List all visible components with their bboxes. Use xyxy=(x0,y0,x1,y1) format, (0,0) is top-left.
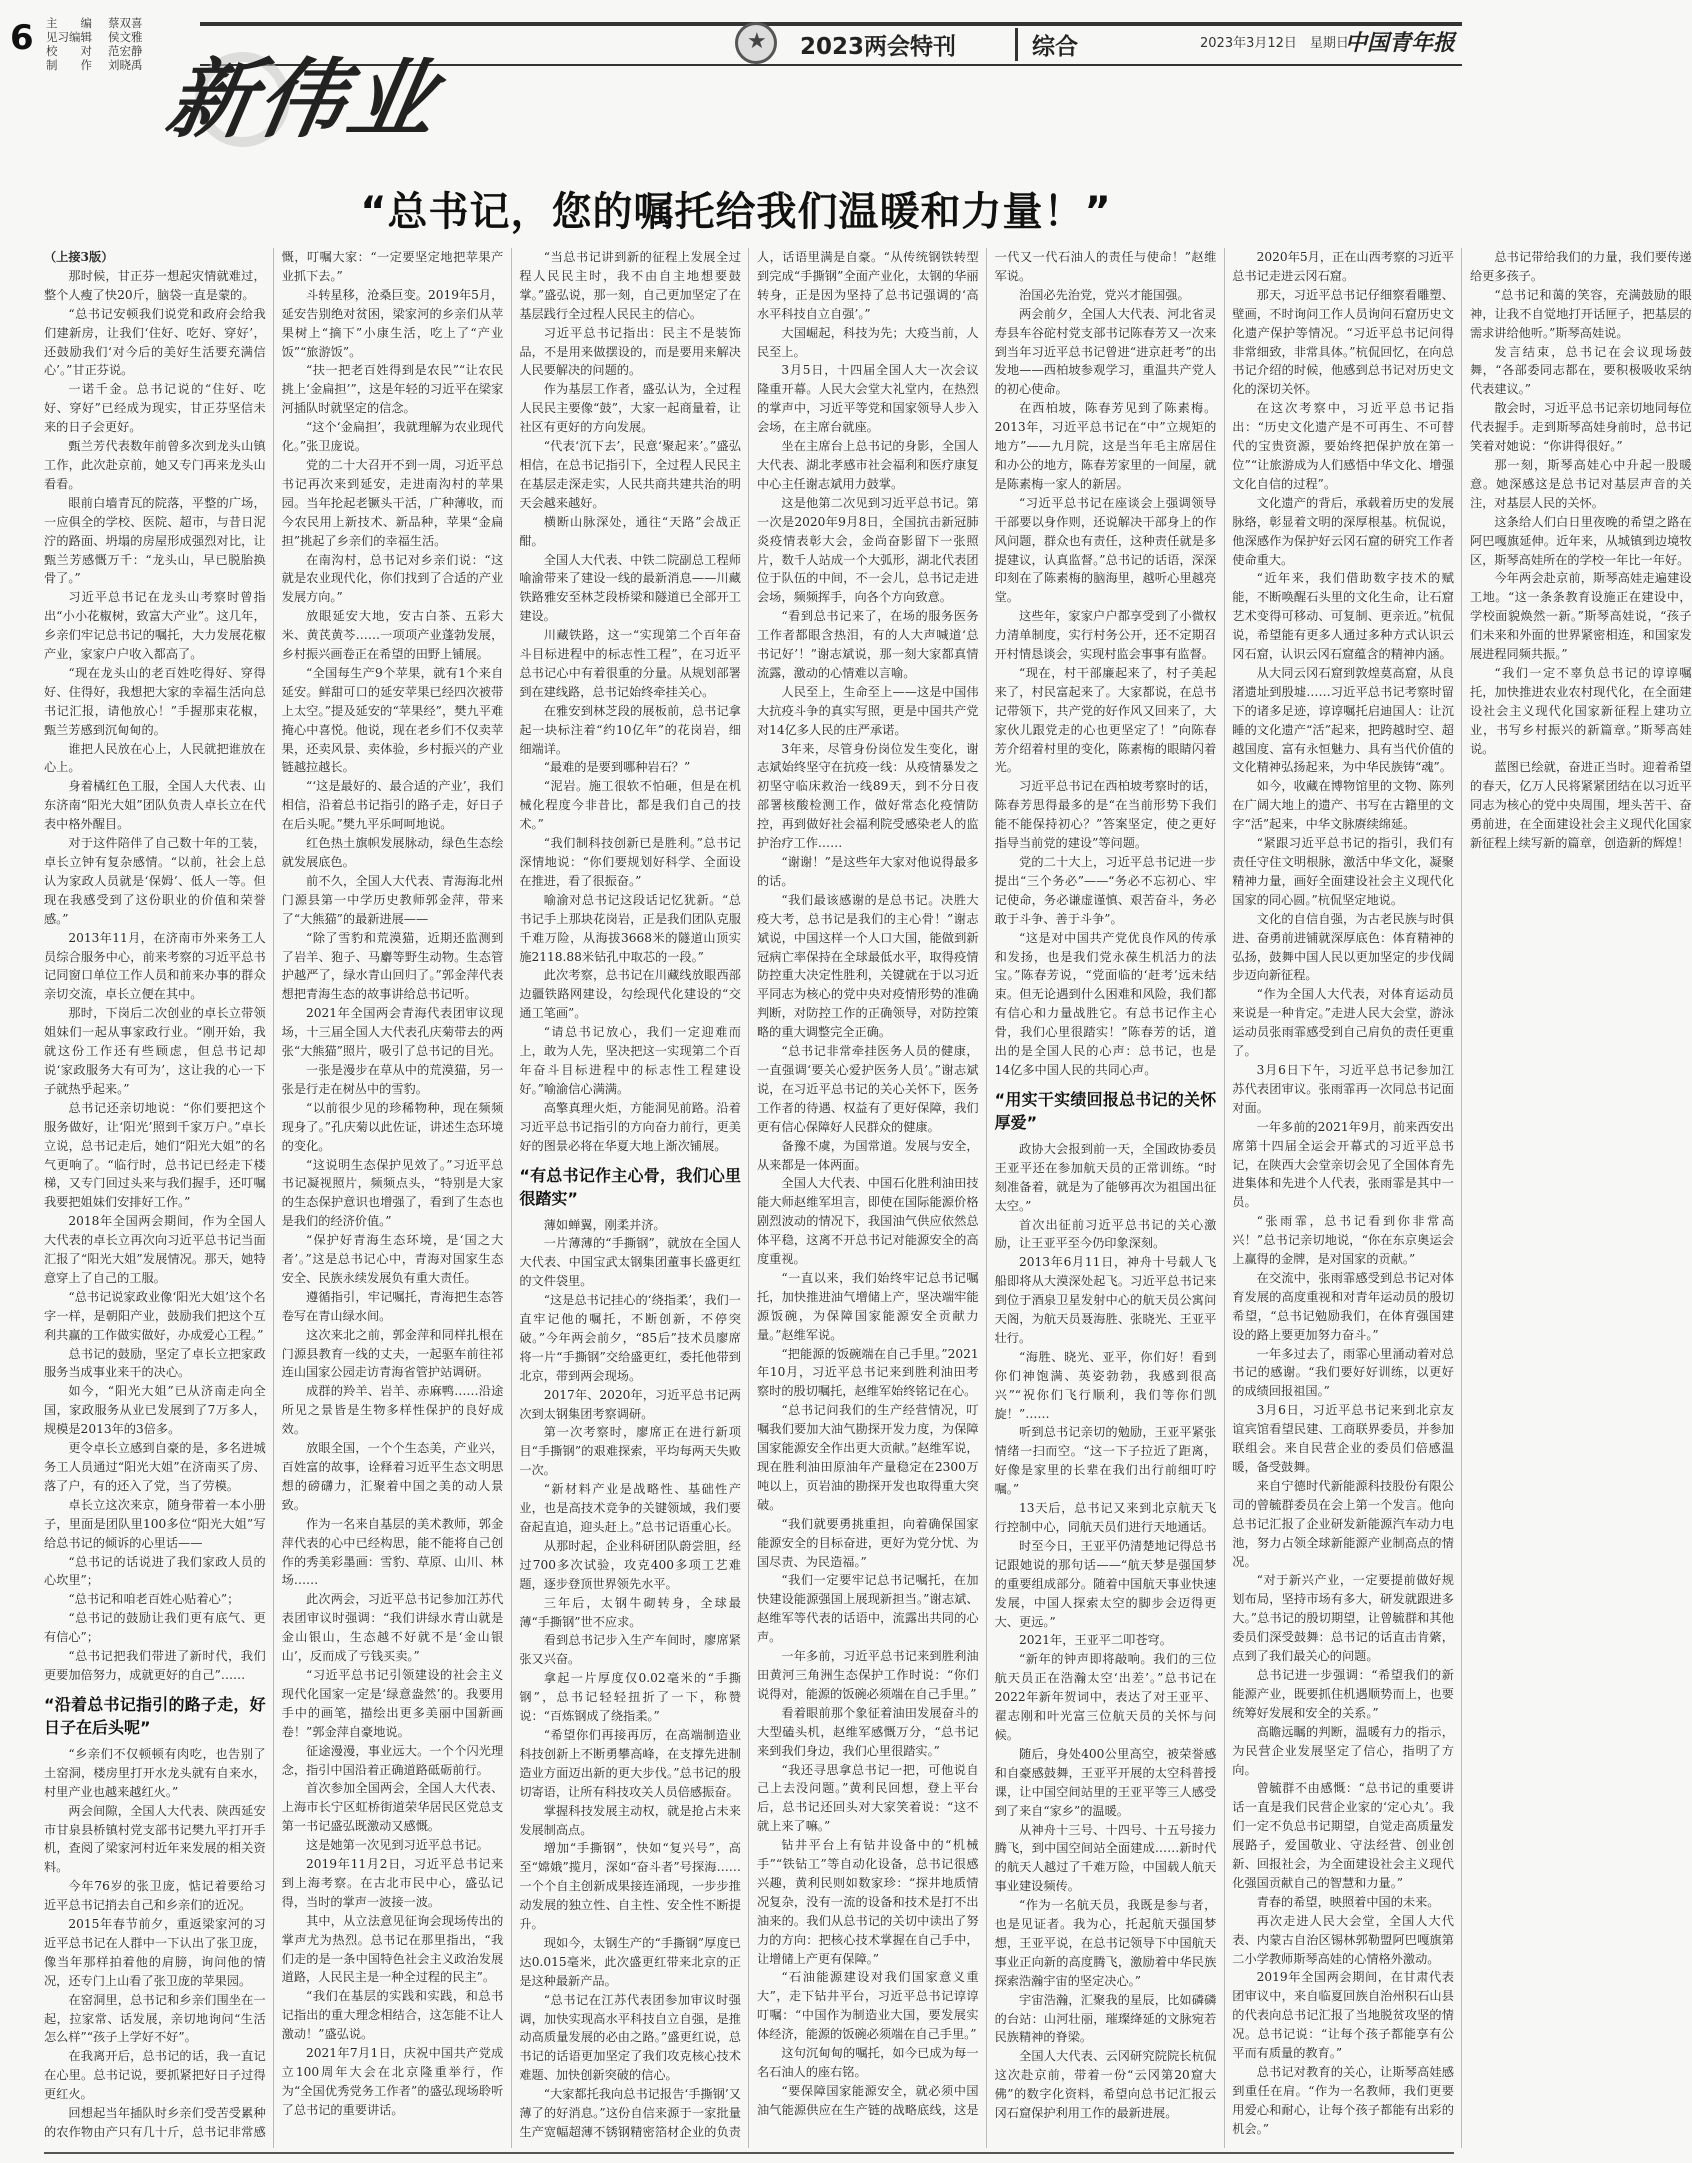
paragraph: 来自宁德时代新能源科技股份有限公司的曾毓群委员在会上第一个发言。他向总书记汇报了企业研发新能源汽车动力电池，努力占领全球新能源产业制高点的情况。 xyxy=(1232,1478,1454,1569)
paragraph: 拿起一片厚度仅0.02毫米的“手撕钢”，总书记轻轻扭折了一下，称赞说：“百炼钢成了绕指柔。” xyxy=(519,1671,741,1724)
paragraph: “以前很少见的珍稀物种，现在频频现身了。”孔庆菊以此佐证，讲述生态环境的变化。 xyxy=(281,1100,504,1153)
credit-role: 制 作 xyxy=(46,58,92,72)
paragraph: “新材料产业是战略性、基础性产业，也是高技术竞争的关键领域，我们要奋起直追，迎头赶上。”总书记语重心长。 xyxy=(519,1482,741,1534)
dateline: 2023年3月12日 星期日 xyxy=(1200,36,1349,51)
credit-role: 见习编辑 xyxy=(46,30,92,44)
paragraph: “现在，村干部廉起来了，村子美起来了，村民富起来了。大家都说，在总书记带领下，共产党的好作风又回来了，大家伙儿跟党走的心也更坚定了！”向陈春芳介绍着村里的变化，陈素梅的眼睛闪着光。 xyxy=(994,665,1217,775)
paragraph: 总书记对教育的关心，让斯琴高娃感到重任在肩。“作为一名教师，我们更要用爱心和耐心，让每个孩子都能有出彩的机会。” xyxy=(1232,2065,1454,2136)
paragraph: “总书记的鼓励让我们更有底气、更有信心”； xyxy=(44,1611,266,1645)
paragraph: 此次考察，总书记在川藏线放眼西部边疆铁路网建设，勾绘现代化建设的“交通工笔画”。 xyxy=(519,968,741,1021)
paragraph: “请总书记放心，我们一定迎难而上，敢为人先，坚决把这一实现第二个百年奋斗目标进程中的标志性工程建设好。”喻渝信心满满。 xyxy=(519,1025,741,1096)
paragraph: 其中，从立法意见征询会现场传出的掌声尤为热烈。总书记在那里指出，“我们走的是一条中国特色社会主义政治发展道路，人民民主是一种全过程的民主”。 xyxy=(281,1913,504,1985)
paragraph: “一直以来，我们始终牢记总书记嘱托，加快推进油气增储上产，坚决端牢能源饭碗，为保障国家能源安全贡献力量。”赵维军说。 xyxy=(756,1270,979,1342)
paragraph: 高瞻远瞩的判断，温暖有力的指示，为民营企业发展坚定了信心，指明了方向。 xyxy=(1232,1724,1454,1777)
paragraph: “总书记在江苏代表团参加审议时强调，加快实现高水平科技自立自强，是推动高质量发展的必由之路。”盛更红说，总书记的话语更加坚定了我们攻克核心技术难题、加快创新突破的信心。 xyxy=(519,1992,741,2083)
paragraph: 党的二十大召开不到一周，习近平总书记再次来到延安，走进南沟村的苹果园。当年抡起老镢头干活，广种薄收，而今农民用上新技术、新品种，苹果“金扁担”挑起了乡亲们的幸福生活。 xyxy=(281,457,504,548)
paragraph: 宇宙浩瀚，汇聚我的星辰，比如磷磷的台站：山河壮丽，璀璨绛延的文脉宛若民族精神的脊梁。 xyxy=(994,1992,1217,2045)
paragraph: “我们在基层的实践和实践，和总书记指出的重大理念相结合，这怎能不让人激动！”盛弘说。 xyxy=(281,1989,504,2042)
article-body xyxy=(44,248,1692,2148)
credit-role: 校 对 xyxy=(46,44,92,58)
paragraph: 13天后，总书记又来到北京航天飞行控制中心，同航天员们进行天地通话。 xyxy=(994,1501,1217,1534)
paragraph: 这是她第一次见到习近平总书记。 xyxy=(306,1838,489,1853)
paragraph: 从那时起，企业科研团队蔚尝胆，经过700多次试验，攻克400多项工艺难题，逐步登顶世界领先水平。 xyxy=(519,1538,741,1591)
paragraph: 习近平总书记在西柏坡考察时的话，陈春芳思得最多的是“在当前形势下我们能不能保持初心？”答案坚定，使之更好指导当前党的建设”等问题。 xyxy=(994,779,1217,851)
credit-role: 主 编 xyxy=(46,16,92,30)
paragraph: 首次出征前习近平总书记的关心激励，让王亚平至今仍印象深刻。 xyxy=(994,1217,1217,1251)
paragraph: 看到总书记步入生产车间时，廖席紧张又兴奋。 xyxy=(519,1633,741,1667)
emblem-icon xyxy=(735,22,777,64)
column-logo: 新伟业 xyxy=(159,49,448,150)
credit-row xyxy=(46,30,196,44)
paragraph: 薄如蝉翼，刚柔并济。 xyxy=(543,1217,666,1232)
paragraph: 再次走进人民大会堂，全国人大代表、内蒙古自治区锡林郭勒盟阿巴嘎旗第二小学教师斯琴高娃的心情格外激动。 xyxy=(1232,1913,1454,1966)
paragraph: “当总书记讲到新的征程上发展全过程人民民主时，我不由自主地想要鼓掌。”盛弘说，那一刻，自己更加坚定了在基层践行全过程人民民主的信心。 xyxy=(519,250,741,321)
paragraph: “我们一定不辜负总书记的谆谆嘱托，加快推进农业农村现代化，在全面建设社会主义现代化国家新征程上建功立业，书写乡村振兴的新篇章。”斯琴高娃说。 xyxy=(1469,665,1692,756)
paragraph: 全国人大代表、中国石化胜利油田技能大师赵维军坦言，即使在国际能源价格剧烈波动的情况下，我国油气供应依然总体平稳，这离不开总书记对能源安全的高度重视。 xyxy=(756,1176,979,1267)
paragraph: 一年多过去了，雨霏心里涌动着对总书记的感谢。“我们要好好训练，以更好的成绩回报祖国。” xyxy=(1232,1346,1454,1399)
paragraph: “大家都托我向总书记报告‘手撕钢’又薄了的好消息。”这份自信来源于一家批量生产宽幅超薄不锈钢精密箔材企业的负责人，话语里满是自豪。“从传统钢铁转型到完成“手撕钢”全面产业化，太钢的华丽转身，正是因为坚持了总书记强调的‘高水平科技自立自强’。” xyxy=(519,250,979,2139)
paragraph: “谢谢！”是这些年大家对他说得最多的话。 xyxy=(756,855,979,888)
paragraph: 卓长立这次来京，随身带着一本小册子，里面是团队里100多位“阳光大姐”写给总书记的倾诉的心里话—— xyxy=(44,1497,266,1550)
paragraph: 青春的希望，映照着中国的未来。 xyxy=(1256,1894,1440,1909)
paragraph: 坐在主席台上总书记的身影，全国人大代表、湖北孝感市社会福利和医疗康复中心主任谢志斌用力鼓掌。 xyxy=(756,439,979,491)
credit-name: 蔡双喜 xyxy=(108,16,143,30)
paragraph: 那天，习近平总书记仔细察看雕塑、壁画，不时询问工作人员询问石窟历史文化遗产保护等情况。“习近平总书记问得非常细致，非常具体。”杭侃回忆，在向总书记介绍的时候，他感到总书记对历史文化的深切关怀。 xyxy=(1232,287,1454,397)
paragraph: 增加“手撕钢”，快如“复兴号”，高至“嫦娥”揽月，深如“奋斗者”号探海……一个个自主创新成果接连涌现，一步步推动发展的独立性、自主性、安全性不断提升。 xyxy=(519,1841,741,1932)
paragraph: “泥岩。施工很软不怕砸，但是在机械化程度今非昔比，都是我们自己的技术。” xyxy=(519,779,741,832)
paragraph: 3年来，尽管身份岗位发生变化，谢志斌始终坚守在抗疫一线：从疫情暴发之初坚守临床救治一线89天，到不分日夜部署核酸检测工作，做好常态化疫情防控，再到做好社会福利院受感染老人的监护治疗工作…… xyxy=(756,741,979,851)
paragraph: 总书记进一步强调：“希望我们的新能源产业，既要抓住机遇顺势而上，也要统筹好发展和安全的关系。” xyxy=(1232,1667,1454,1720)
paragraph: 2013年6月11日，神舟十号载人飞船即将从大漠深处起飞。习近平总书记来到位于酒泉卫星发射中心的航天员公寓问天阁，为航天员聂海胜、张晓光、王亚平壮行。 xyxy=(994,1255,1217,1345)
paragraph: 那时候，甘正芬一想起灾情就难过，整个人瘦了快20斤，脑袋一直是蒙的。 xyxy=(44,268,266,302)
paragraph: 作为基层工作者，盛弘认为，全过程人民民主要像“鼓”，大家一起商量着，让社区有更好的方向发展。 xyxy=(519,382,741,435)
paragraph: 2013年11月，在济南市外来务工人员综合服务中心，前来考察的习近平总书记同窗口单位工作人员和前来办事的群众亲切交流，卓长立便在其中。 xyxy=(44,930,266,1002)
paragraph: 回想起当年插队时乡亲们受苦受累种的农作物由产只有几十斤，总书记非常感慨，叮嘱大家：“一定要坚定地把苹果产业抓下去。” xyxy=(44,250,504,2139)
paragraph: “我们就要勇挑重担，向着确保国家能源安全的目标奋进，更好为党分忧、为国尽责、为民造福。” xyxy=(756,1516,979,1569)
paragraph: “看到总书记来了，在场的服务医务工作者都眼含热泪，有的人大声喊道‘总书记好’！”谢志斌说，那一刻大家都真情流露，激动的心情难以言喻。 xyxy=(756,609,979,680)
paragraph: 蓝图已绘就，奋进正当时。迎着希望的春天，亿万人民将紧紧团结在以习近平同志为核心的党中央周围，埋头苦干、奋勇前进，在全面建设社会主义现代化国家新征程上续写新的篇章，创造新的辉煌！ xyxy=(1469,760,1692,851)
paragraph: 习近平总书记在龙头山考察时曾指出“小小花椒树，致富大产业”。这几年，乡亲们牢记总书记的嘱托，大力发展花椒产业，家家户户收入都高了。 xyxy=(44,590,266,662)
paragraph: 第一次考察时，廖席正在进行新项目“手撕钢”的艰难探索，平均每两天失败一次。 xyxy=(519,1425,741,1478)
paragraph: 一年多前，习近平总书记来到胜利油田黄河三角洲生态保护工作时说：“你们说得对，能源的饭碗必须端在自己手里。” xyxy=(756,1649,979,1701)
paragraph: 一张是漫步在草从中的荒漠猫，另一张是行走在树丛中的雪豹。 xyxy=(281,1062,504,1096)
paragraph: 总书记的鼓励，坚定了卓长立把家政服务当成事业来干的决心。 xyxy=(44,1346,266,1380)
paragraph: 在西柏坡，陈春芳见到了陈素梅。2013年，习近平总书记在“中”立规矩的地方”——九月院，这是当年毛主席居住和办公的地方，陈春芳家里的一间屋，就是陈素梅一家人的新居。 xyxy=(994,401,1217,491)
paragraph: 在南沟村，总书记对乡亲们说：“这就是农业现代化，你们找到了合适的产业发展方向。” xyxy=(281,552,504,605)
paragraph: 身着橘红色工服，全国人大代表、山东济南“阳光大姐”团队负责人卓长立在代表中格外醒目。 xyxy=(44,779,266,832)
paragraph: 一年多前的2021年9月，前来西安出席第十四届全运会开幕式的习近平总书记，在陕西大会堂亲切会见了全国体育先进集体和先进个人代表，张雨霏是其中一员。 xyxy=(1232,1119,1454,1210)
paragraph: 在雅安到林芝段的展板前，总书记拿起一块标注着“约10亿年”的花岗岩，细细端详。 xyxy=(519,703,741,756)
article-headline: “总书记，您的嘱托给我们温暖和力量！” xyxy=(360,189,1112,235)
paragraph: “作为一名航天员，我既是参与者，也是见证者。我为心，托起航天强国梦想，王亚平说，在总书记领导下中国航天事业正向新的高度腾飞，激励着中华民族探索浩瀚宇宙的坚定决心。” xyxy=(994,1898,1217,1988)
paragraph: “我们最该感谢的是总书记。决胜大疫大考，总书记是我们的主心骨！”谢志斌说，中国这样一个人口大国，能做到新冠病亡率保持在全球最低水平，取得疫情防控重大决定性胜利，关键就在于以习近平同志为核心的党中央对疫情形势的准确判断，对防控工作的正确领导，对防控策略的重大调整完全正确。 xyxy=(756,892,979,1040)
paragraph: 那一刻，斯琴高娃心中升起一股暖意。她深感这是总书记对基层声音的关注，对基层人民的关怀。 xyxy=(1469,457,1692,510)
paragraph: “扶一把老百姓得到是农民”“让农民挑上‘金扁担’”，这是年轻的习近平在梁家河插队时就坚定的信念。 xyxy=(281,363,504,416)
credit-name: 范宏静 xyxy=(108,44,143,58)
paragraph: “总书记和蔼的笑容，充满鼓励的眼神，让我不自觉地打开话匣子，把基层的需求讲给他听。”斯琴高娃说。 xyxy=(1469,287,1692,340)
paragraph: “这是对中国共产党优良作风的传承和发扬，也是我们党永葆生机活力的法宝。”陈春芳说，“党面临的‘赶考’远未结束。但无论遇到什么困难和风险，我们都有信心和力量战胜它。有总书记作主心骨，我们心里很踏实！”陈春芳的话，道出的是全国人民的心声：总书记，也是14亿多中国人民的共同心声。 xyxy=(994,930,1217,1077)
paragraph: 全国人大代表、云冈研究院院长杭侃这次赴京前，带着一份“云冈第20窟大佛”的数字化资料，希望向总书记汇报云冈石窟保护利用工作的最新进展。 xyxy=(994,2049,1217,2121)
section-subheading: “有总书记作主心骨，我们心里很踏实” xyxy=(519,1165,741,1208)
paragraph: 散会时，习近平总书记亲切地同每位代表握手。走到斯琴高娃身前时，总书记笑着对她说：“你讲得很好。” xyxy=(1469,401,1692,454)
paragraph: 这句沉甸甸的嘱托，如今已成为每一名石油人的座右铭。 xyxy=(756,2046,979,2079)
paragraph: “作为全国人大代表，对体育运动员来说是一种肯定。”走进人民大会堂，游泳运动员张雨霏感受到自己肩负的责任更重了。 xyxy=(1232,987,1454,1059)
paragraph: 2019年全国两会期间，在甘肃代表团审议中，来自临夏回族自治州积石山县的代表向总书记汇报了当地脱贫攻坚的情况。总书记说：“让每个孩子都能享有公平而有质量的教育。” xyxy=(1232,1970,1454,2061)
paragraph: “张雨霏，总书记看到你非常高兴！”总书记亲切地说，“你在东京奥运会上赢得的金牌，是对国家的贡献。” xyxy=(1232,1214,1454,1267)
paragraph: “代表‘沉下去’，民意‘聚起来’。”盛弘相信，在总书记指引下，全过程人民民主在基层走深走实，人民共商共建共治的明天会越来越好。 xyxy=(519,439,741,510)
paragraph: 发言结束，总书记在会议现场鼓舞，“各部委同志都在，要积极吸收采纳代表建议。” xyxy=(1469,344,1692,397)
paragraph: “要保障国家能源安全，就必须中国油气能源供应在生产链的战略底线，这是一代又一代石油人的责任与使命！”赵维军说。 xyxy=(756,250,1217,2117)
paragraph: 2020年5月，正在山西考察的习近平总书记走进云冈石窟。 xyxy=(1232,250,1454,283)
paragraph: 党的二十大上，习近平总书记进一步提出“三个务必”——“务必不忘初心、牢记使命，务必谦虚谨慎、艰苦奋斗，务必敢于斗争、善于斗争”。 xyxy=(994,855,1217,926)
credit-name: 侯文雅 xyxy=(108,30,143,44)
paragraph: 此次两会，习近平总书记参加江苏代表团审议时强调：“我们讲绿水青山就是金山银山，生态越不好就不是‘金山银山’，反而成了亏钱买卖。” xyxy=(281,1592,504,1664)
paragraph: 首次参加全国两会，全国人大代表、上海市长宁区虹桥街道荣华居民区党总支第一书记盛弘既激动又感慨。 xyxy=(281,1781,504,1834)
paragraph: 2021年全国两会青海代表团审议现场，十三届全国人大代表孔庆菊带去的两张“大熊猫”照片，吸引了总书记的目光。 xyxy=(281,1006,504,1059)
paragraph: 这次来北之前，郭金萍和同样扎根在门源县教育一线的丈夫，一起驱车前往祁连山国家公园走访青海省管护站调研。 xyxy=(281,1327,504,1380)
paragraph: 2015年春节前夕，重返梁家河的习近平总书记在人群中一下认出了张卫庞，像当年那样拍着他的肩膀，询问他的情况，还专门上山看了张卫庞的苹果园。 xyxy=(44,1917,266,1988)
paragraph: 红色热土旗帜发展脉动，绿色生态绘就发展底色。 xyxy=(281,836,504,869)
paragraph: 今年两会赴京前，斯琴高娃走遍建设工地。“这一条条教育设施正在建设中，学校面貌焕然一新。”斯琴高娃说，“孩子们未来和外面的世界紧密相连，和国家发展进程同频共振。” xyxy=(1469,571,1692,662)
paragraph: 放眼全国，一个个生态美，产业兴，百姓富的故事，诠释着习近平生态文明思想的磅礴力，汇聚着中国之美的动人景致。 xyxy=(281,1441,504,1512)
paragraph: 时至今日，王亚平仍清楚地记得总书记跟她说的那句话——“航天梦是强国梦的重要组成部分。随着中国航天事业快速发展，中国人探索太空的脚步会迈得更大、更远。” xyxy=(994,1538,1217,1629)
paragraph: “现在龙头山的老百姓吃得好、穿得好、住得好，我想把大家的幸福生活向总书记汇报，请他放心！”手握那束花椒，甄兰芳感到沉甸甸的。 xyxy=(44,665,266,737)
paragraph: “我还寻思拿总书记一把，可他说自己上去没问题。”黄利民回想，登上平台后，总书记还回头对大家笑着说：“这不就上来了嘛。” xyxy=(756,1762,979,1834)
paragraph: 总书记还亲切地说：“你们要把这个服务做好，让‘阳光’照到千家万户。”卓长立说，总书记走后，她们“阳光大姐”的名气更响了。“临行时，总书记已经走下楼梯，又专门回过头来与我们握手，还叮嘱我要把姐妹们安排好工作。” xyxy=(44,1100,266,1210)
paragraph: “习近平总书记引领建设的社会主义现代化国家一定是‘绿意盎然’的。我要用手中的画笔，描绘出更多美丽中国新画卷！”郭金萍自豪地说。 xyxy=(281,1667,504,1739)
paragraph: 全国人大代表、中铁二院副总工程师喻渝带来了建设一线的最新消息——川藏铁路雅安至林芝段桥梁和隧道已全部开工建设。 xyxy=(519,552,741,624)
paragraph: 这是他第二次见到习近平总书记。第一次是2020年9月8日，全国抗击新冠肺炎疫情表彰大会，金尚奋影留下一张照片，数千人站成一个大弧形，湖北代表团位于队伍的中间，不一会儿，总书记走进会场，频频挥手，向各个方向致意。 xyxy=(756,495,979,605)
paragraph: 文化的自信自强，为古老民族与时俱进、奋勇前进铺就深厚底色：体育精神的弘扬，鼓舞中国人民以更加坚定的步伐阔步迈向新征程。 xyxy=(1232,911,1454,983)
paragraph: “总书记说家政业像‘阳光大姐’这个名字一样，是朝阳产业，鼓励我们把这个互利共赢的工作做实做好，办成爱心工程。” xyxy=(44,1289,266,1342)
paragraph: 甄兰芳代表数年前曾多次到龙头山镇工作，此次赴京前，她又专门再来龙头山看看。 xyxy=(44,439,266,491)
paragraph: “除了雪豹和荒漠猫，近期还监测到了岩羊、狍子、马麝等野生动物。生态管护越严了，绿水青山回归了。”郭金萍代表想把青海生态的故事讲给总书记听。 xyxy=(281,930,504,1002)
paragraph: 人民至上，生命至上——这是中国伟大抗疫斗争的真实写照，更是中国共产党对14亿多人民的庄严承诺。 xyxy=(756,684,979,737)
paragraph: “我们制科技创新已是胜利。”总书记深情地说：“你们要规划好科学、全面设在推进，看了很振奋。” xyxy=(519,836,741,888)
paragraph: 听到总书记亲切的勉励，王亚平紧张情绪一扫而空。“这一下子拉近了距离，好像是家里的长辈在我们出行前细叮咛嘱。” xyxy=(994,1425,1217,1497)
paragraph: 2017年、2020年，习近平总书记两次到太钢集团考察调研。 xyxy=(519,1387,741,1421)
paragraph: 高擎真理火炬，方能洞见前路。沿着习近平总书记指引的方向奋力前行，更美好的图景必将在华夏大地上渐次铺展。 xyxy=(519,1100,741,1153)
paragraph: “这说明生态保护见效了。”习近平总书记凝视照片，频频点头，“特别是大家的生态保护意识也增强了，看到了生态也是我们的经济价值。” xyxy=(281,1157,504,1229)
paragraph: “紧跟习近平总书记的指引，我们有责任守住文明根脉，激活中华文化，凝聚精神力量，画好全面建设社会主义现代化国家的同心圆。”杭侃坚定地说。 xyxy=(1232,836,1454,907)
paragraph: 如今，“阳光大姐”已从济南走向全国，家政服务从业已发展到了7万多人，规模是2013年的3倍多。 xyxy=(44,1384,266,1437)
paragraph: 更令卓长立感到自豪的是，多名进城务工人员通过“阳光大姐”在济南买了房、落了户，有的还入了党，当了劳模。 xyxy=(44,1441,266,1493)
footer-rule xyxy=(44,2152,1454,2154)
paragraph: 曾毓群不由感慨：“总书记的重要讲话一直是我们民营企业家的‘定心丸’。我们一定不负总书记期望，自觉走高质量发展路子，爱国敬业、守法经营、创业创新、回报社会，为全面建设社会主义现代化强国贡献自己的智慧和力量。” xyxy=(1232,1781,1454,1890)
paragraph: 两会间隙，全国人大代表、陕西延安市甘泉县桥镇村党支部书记樊九平打开手机，查阅了梁家河村近年来发展的相关资料。 xyxy=(44,1803,266,1875)
section-subheading: “沿着总书记指引的路子走，好日子在后头呢” xyxy=(44,1694,266,1737)
paragraph: “乡亲们不仅顿顿有肉吃，也告别了土窑洞，楼房里打开水龙头就有自来水，村里产业也越来越红火。” xyxy=(44,1746,266,1799)
paragraph: 3月6日，习近平总书记来到北京友谊宾馆看望民建、工商联界委员，并参加联组会。来自民营企业的委员们倍感温暖，备受鼓舞。 xyxy=(1232,1403,1454,1474)
paragraph: 斗转星移，沧桑巨变。2019年5月，延安告别绝对贫困，梁家河的乡亲们从苹果树上“摘下”小康生活，吃上了“产业饭”“旅游饭”。 xyxy=(281,287,504,359)
paragraph: 在这次考察中，习近平总书记指出：“历史文化遗产是不可再生、不可替代的宝贵资源，要始终把保护放在第一位”“让旅游成为人们感悟中华文化、增强文化自信的过程”。 xyxy=(1232,401,1454,491)
paragraph: 今年76岁的张卫庞，惦记着要给习近平总书记捎去自己和乡亲们的近况。 xyxy=(44,1879,266,1913)
paragraph: 征途漫漫，事业远大。一个个闪光理念，指引中国沿着正确道路砥砺前行。 xyxy=(281,1743,504,1777)
paragraph: 前不久，全国人大代表、青海海北州门源县第一中学历史教师郭金萍，带来了“大熊猫”的最新进展—— xyxy=(281,873,504,926)
credit-row xyxy=(46,16,196,30)
paragraph: 文化遗产的背后，承载着历史的发展脉络，彰显着文明的深厚根基。杭侃说，他深感作为保护好云冈石窟的研究工作者使命重大。 xyxy=(1232,495,1454,567)
paragraph: 谁把人民放在心上，人民就把谁放在心上。 xyxy=(44,741,266,775)
paragraph: 习近平总书记指出：民主不是装饰品，不是用来做摆设的，而是要用来解决人民要解决的问题的。 xyxy=(519,325,741,378)
paragraph: “总书记问我们的生产经营情况，叮嘱我们要加大油气勘探开发力度，为保障国家能源安全作出更大贡献。”赵维军说，现在胜利油田原油年产量稳定在2300万吨以上，页岩油的勘探开发也取得重大突破。 xyxy=(756,1403,979,1512)
paragraph: 那时，下岗后二次创业的卓长立带领姐妹们一起从事家政行业。“刚开始，我就这份工作还有些顾虑，但总书记却说‘家政服务大有可为’，这让我的心一下子就热乎起来。” xyxy=(44,1006,266,1096)
paragraph: 治国必先治党，党兴才能国强。 xyxy=(1019,287,1190,302)
paragraph: 2019年11月2日，习近平总书记来到上海考察。在古北市民中心，盛弘记得，当时的掌声一波接一波。 xyxy=(281,1857,504,1909)
paragraph: 2018年全国两会期间，作为全国人大代表的卓长立再次向习近平总书记当面汇报了“阳光大姐”发展情况。那天，她特意穿上了自己的工服。 xyxy=(44,1214,266,1285)
paragraph: 对于这件陪伴了自己数十年的工装，卓长立钟有复杂感情。“以前，社会上总认为家政人员就是‘保姆’、低人一等。但现在我感受到了这份职业的价值和荣誉感。” xyxy=(44,836,266,926)
special-issue-title: 2023两会特刊 xyxy=(800,34,957,60)
paragraph: 三年后，太钢牛砌转身，全球最薄“手撕钢”世不应求。 xyxy=(519,1595,741,1629)
section-subheading: “用实干实绩回报总书记的关怀厚爱” xyxy=(994,1089,1217,1132)
paragraph: “海胜、晓光、亚平，你们好！看到你们神饱满、英姿勃勃，我感到很高兴”“祝你们飞行顺利，我们等你们凯旋！”…… xyxy=(994,1349,1217,1421)
paragraph: “习近平总书记在座谈会上强调领导干部要以身作则，还说解决干部身上的作风问题，群众也有责任，这种责任就是多提建议，认真监督。”总书记的话语，深深印刻在了陈素梅的脑海里，越听心里越亮堂。 xyxy=(994,495,1217,605)
paragraph: 在交流中，张雨霏感受到总书记对体育发展的高度重视和对青年运动员的殷切希望，“总书记勉励我们，在体育强国建设的路上要更加努力奋斗。” xyxy=(1232,1270,1454,1342)
paragraph: “把能源的饭碗端在自己手里。”2021年10月，习近平总书记来到胜利油田考察时的殷切嘱托，赵维军始终铭记在心。 xyxy=(756,1346,979,1399)
paragraph: 两会前夕，全国人大代表、河北省灵寿县车谷砣村党支部书记陈春芳又一次来到当年习近平总书记曾进“进京赶考”的出发地——西柏坡参观学习，重温共产党人的初心使命。 xyxy=(994,306,1217,397)
paragraph: 随后，身处400公里高空，被荣誉感和自豪感鼓舞，王亚平开展的太空科普授课，让中国空间站里的王亚平等三人感受到了来自“家乡”的温暖。 xyxy=(994,1746,1217,1818)
paragraph: 3月5日，十四届全国人大一次会议隆重开幕。人民大会堂大礼堂内，在热烈的掌声中，习近平等党和国家领导人步入会场，在主席台就座。 xyxy=(756,363,979,435)
continuation-note: （上接3版） xyxy=(44,250,114,264)
paragraph: 在窑洞里，总书记和乡亲们围坐在一起，拉家常、话发展，亲切地询问“生活怎么样”“孩子上学好不好”。 xyxy=(44,1992,266,2045)
paragraph: 川藏铁路，这一“实现第二个百年奋斗目标进程中的标志性工程”，在习近平总书记心中有着很重的分量。从规划部署到在建线路，总书记始终牵挂关心。 xyxy=(519,628,741,699)
section-title: 综合 xyxy=(1015,28,1078,61)
paragraph: 钻井平台上有钻井设备中的“机械手”“铁钻工”等自动化设备，总书记很感兴趣，黄利民则如数家珍：“探井地质情况复杂，没有一流的设备和技术是打不出油来的。我们从总书记的关切中读出了努力的方向：把核心技术掌握在自己手中，让增储上产更有保障。” xyxy=(756,1838,979,1966)
paragraph: 放眼延安大地，安古白茶、五彩大米、黄芪黄芩……一项项产业蓬勃发展，乡村振兴画卷正在希望的田野上铺展。 xyxy=(281,609,504,662)
paragraph: “新年的钟声即将敲响。我们的三位航天员正在浩瀚太空‘出差’。”总书记在2022年新年贺词中，表达了对王亚平、翟志刚和叶光富三位航天员的关怀与问候。 xyxy=(994,1652,1217,1742)
credit-row xyxy=(46,44,196,58)
paragraph: 喻渝对总书记这段话记忆犹新。“总书记手上那块花岗岩，正是我们团队克服千难万险，从海拔3668米的隧道山顶实施2118.88米钻孔中取芯的一段。” xyxy=(519,892,741,964)
paragraph: 现如今，太钢生产的“手撕钢”厚度已达0.015毫米，此次盛更红带来北京的正是这种最新产品。 xyxy=(519,1935,741,1988)
paragraph: 看着眼前那个象征着油田发展奋斗的大型磕头机，赵维军感慨万分，“总书记来到我们身边，我们心里很踏实。” xyxy=(756,1705,979,1758)
paragraph: “近年来，我们借助数字技术的赋能，不断唤醒石头里的文化生命，让石窟艺术变得可移动、可复制、更亲近。”杭侃说，希望能有更多人通过多种方式认识云冈石窟，认识云冈石窟蕴含的精神内涵。 xyxy=(1232,571,1454,662)
paragraph: “总书记安顿我们说党和政府会给我们建新房，让我们‘住好、吃好、穿好’，还鼓励我们‘对今后的美好生活要充满信心’。”甘正芬说。 xyxy=(44,306,266,378)
credit-name: 刘晓禹 xyxy=(108,58,143,72)
paragraph: “最难的是要到哪种岩石？” xyxy=(543,760,691,775)
paragraph: “这个‘金扁担’，我就理解为农业现代化。”张卫庞说。 xyxy=(281,420,504,454)
paragraph: 横断山脉深处，通往“天路”会战正酣。 xyxy=(519,514,741,548)
paragraph: 2021年，王亚平二叩苍穹。 xyxy=(1019,1633,1172,1648)
paragraph: “总书记非常牵挂医务人员的健康，一直强调‘要关心爱护医务人员’。”谢志斌说，在习近平总书记的关心关怀下，医务工作者的待遇、权益有了更好保障，我们更有信心保障好人民群众的健康。 xyxy=(756,1044,979,1134)
paragraph: 掌握科技发展主动权，就是抢占未来发展制高点。 xyxy=(519,1803,741,1837)
paragraph: “‘这是最好的、最合适的产业’，我们相信，沿着总书记指引的路子走，好日子在后头呢。”樊九平乐呵呵地说。 xyxy=(281,779,504,832)
paragraph: 从大同云冈石窟到敦煌莫高窟，从良渚遗址到殷墟……习近平总书记考察时留下的诸多足迹，谆谆嘱托启迪国人：让沉睡的文化遗产“活”起来，把跨越时空、超越国度、富有永恒魅力、具有当代价值的文化精神弘扬起来，为中华民族铸“魂”。 xyxy=(1232,665,1454,775)
paragraph: 如今，收藏在博物馆里的文物、陈列在广阔大地上的遗产、书写在古籍里的文字“活”起来，中华文脉赓续绵延。 xyxy=(1232,779,1454,832)
paragraph: 备豫不虞，为国常道。发展与安全，从来都是一体两面。 xyxy=(756,1138,979,1172)
paragraph: “总书记和咱老百姓心贴着心”； xyxy=(68,1592,240,1607)
paragraph: 3月6日下午，习近平总书记参加江苏代表团审议。张雨霏再一次同总书记面对面。 xyxy=(1232,1062,1454,1115)
paragraph: 这条给人们白日里夜晚的希望之路在阿巴嘎旗延伸。近年来，从城镇到边境牧区，斯琴高娃所在的学校一年比一年好。 xyxy=(1469,514,1692,567)
paragraph: “总书记把我们带进了新时代，我们更要加倍努力，成就更好的自己”…… xyxy=(44,1649,266,1682)
paragraph: “保护好青海生态环境，是‘国之大者’。”这是总书记心中，青海对国家生态安全、民族永续发展负有重大责任。 xyxy=(281,1233,504,1285)
paragraph: 眼前白墙青瓦的院落，平整的广场，一应俱全的学校、医院、超市，与昔日泥泞的路面、坍塌的房屋形成强烈对比，让甄兰芳感慨万千：“龙头山，早已脱胎换骨了。” xyxy=(44,495,266,586)
paragraph: 政协大会报到前一天，全国政协委员王亚平还在参加航天员的正常训练。“时刻准备着，就是为了能够再次为祖国出征太空。” xyxy=(994,1141,1217,1213)
paragraph: “对于新兴产业，一定要提前做好规划布局，坚持市场有多大，研发就跟进多大。”总书记的殷切期望，让曾毓群和其他委员们深受鼓舞：总书记的话直击肯綮，点到了我们最关心的问题。 xyxy=(1232,1573,1454,1664)
page-number: 6 xyxy=(10,18,34,58)
paragraph: 2021年7月1日，庆祝中国共产党成立100周年大会在北京隆重举行，作为“全国优秀党务工作者”的盛弘现场聆听了总书记的重要讲话。 xyxy=(281,2046,504,2117)
paragraph: “全国每生产9个苹果，就有1个来自延安。鲜甜可口的延安苹果已经四次被带上太空。”提及延安的“苹果经”，樊九平难掩心中喜悦。他说，现在老乡们不仅卖苹果，还卖风景、卖体验，乡村振兴的产业链越拉越长。 xyxy=(281,665,504,775)
paragraph: 从神舟十三号、十四号、十五号接力腾飞，到中国空间站全面建成……新时代的航天人越过了千难万险，中国载人航天事业建设频传。 xyxy=(994,1822,1217,1894)
paragraph: “石油能源建设对我们国家意义重大”，走下钻井平台，习近平总书记谆谆叮嘱：“中国作为制造业大国，要发展实体经济，能源的饭碗必须端在自己手里。” xyxy=(756,1970,979,2042)
paragraph: 一诺千金。总书记说的“住好、吃好、穿好”已经成为现实，甘正芬坚信未来的日子会更好。 xyxy=(44,382,266,435)
editorial-credits xyxy=(46,16,196,72)
paragraph: 这些年，家家户户都享受到了小微权力清单制度，实行村务公开，还不定期召开村情恳谈会，实现村监会事事有监督。 xyxy=(994,609,1217,662)
paragraph: 遵循指引，牢记嘱托，青海把生态答卷写在青山绿水间。 xyxy=(281,1289,504,1323)
paragraph: “这是总书记挂心的‘绕指柔’，我们一直牢记他的嘱托，不断创新，不停突破。”今年两会前夕，“85后”技术员廖席将一片“手撕钢”交给盛更红，委托他带到北京，带到两会现场。 xyxy=(519,1293,741,1383)
paragraph: 成群的羚羊、岩羊、赤麻鸭……沿途所见之景皆是生物多样性保护的良好成效。 xyxy=(281,1384,504,1437)
paragraph: 在我离开后，总书记的话，我一直记在心里。总书记说，要抓紧把好日子过得更红火。 xyxy=(44,2049,266,2102)
paragraph: “希望你们再接再厉，在高端制造业科技创新上不断勇攀高峰，在支撑先进制造业方面迈出新的更大步伐。”总书记的殷切寄语，让所有科技攻关人员倍感振奋。 xyxy=(519,1727,741,1799)
paragraph: 作为一名来自基层的美术教师，郭金萍代表的心中已经构思，能不能将自己创作的秀美彩墨画：雪豹、草原、山川、林场…… xyxy=(281,1516,504,1588)
paragraph: “总书记的话说进了我们家政人员的心坎里”； xyxy=(44,1554,266,1588)
masthead-logo: 中国青年报 xyxy=(1345,30,1456,56)
paragraph: 一片薄薄的“手撕钢”，就放在全国人大代表、中国宝武太钢集团董事长盛更红的文件袋里。 xyxy=(519,1236,741,1289)
paragraph: 总书记带给我们的力量，我们要传递给更多孩子。 xyxy=(1469,250,1692,283)
paragraph: “我们一定要牢记总书记嘱托，在加快建设能源强国上展现新担当。”谢志斌、赵维军等代表的话语中，流露出共同的心声。 xyxy=(756,1573,979,1645)
paragraph: 大国崛起，科技为先；大疫当前，人民至上。 xyxy=(756,325,979,359)
